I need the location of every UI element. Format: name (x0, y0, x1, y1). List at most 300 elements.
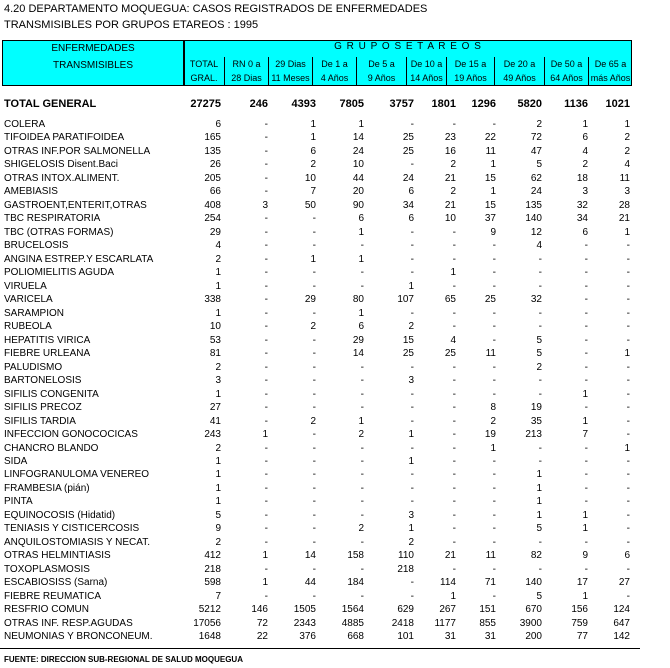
cell-value: 1 (450, 590, 456, 602)
cell-value: - (360, 361, 364, 373)
cell-value: 31 (444, 631, 456, 643)
cell-value: - (410, 577, 414, 589)
cell-value: 18 (576, 172, 588, 184)
cell-value: 4 (450, 334, 456, 346)
cell-value: 5 (536, 334, 542, 346)
column-header-line: 64 Años (550, 73, 583, 83)
cell-value: 1 (358, 226, 364, 238)
cell-value: 1021 (605, 98, 630, 110)
cell-value: 11 (485, 145, 496, 157)
cell-value: - (312, 240, 316, 252)
cell-value: - (626, 469, 630, 481)
cell-value: - (410, 361, 414, 373)
cell-value: 5820 (517, 98, 542, 110)
disease-name: OTRAS HELMINTIASIS (4, 550, 111, 562)
cell-value: 1 (358, 307, 364, 319)
cell-value: 1 (450, 267, 456, 279)
disease-name: RESFRIO COMUN (4, 604, 89, 616)
cell-value: - (410, 469, 414, 481)
cell-value: 2 (310, 415, 316, 427)
cell-value: - (312, 375, 316, 387)
cell-value: 246 (249, 98, 268, 110)
disease-name: NEUMONIAS Y BRONCONEUM. (4, 631, 153, 643)
disease-name: ANQUILOSTOMIASIS Y NECAT. (4, 536, 150, 548)
cell-value: - (584, 321, 588, 333)
column-header (588, 57, 632, 85)
cell-value: - (626, 523, 630, 535)
cell-value: 2 (215, 536, 221, 548)
cell-value: - (538, 321, 542, 333)
cell-value: - (264, 307, 268, 319)
cell-value: 2 (215, 253, 221, 265)
cell-value: 135 (204, 145, 221, 157)
cell-value: 140 (525, 577, 542, 589)
cell-value: 338 (204, 294, 221, 306)
cell-value: - (410, 119, 414, 130)
disease-name: INFECCION GONOCOCICAS (4, 429, 138, 441)
cell-value: 2 (408, 321, 414, 333)
cell-value: 254 (204, 213, 221, 225)
cell-value: - (452, 509, 456, 521)
disease-name: TBC RESPIRATORIA (4, 213, 101, 225)
cell-value: 1 (624, 119, 630, 130)
cell-value: - (492, 563, 496, 575)
cell-value: - (452, 469, 456, 481)
disease-name: SIFILIS CONGENITA (4, 388, 99, 400)
table-row (0, 280, 670, 293)
cell-value: - (452, 226, 456, 238)
cell-value: - (626, 307, 630, 319)
cell-value: - (492, 119, 496, 130)
table-title-line2: TRANSMISIBLES POR GRUPOS ETAREOS : 1995 (4, 19, 259, 31)
cell-value: - (538, 536, 542, 548)
cell-value: 66 (209, 186, 221, 198)
column-header (268, 57, 312, 85)
cell-value: - (410, 415, 414, 427)
cell-value: - (360, 563, 364, 575)
disease-name: SARAMPION (4, 307, 65, 319)
table-row (0, 509, 670, 522)
cell-value: - (410, 253, 414, 265)
cell-value: - (360, 375, 364, 387)
cell-value: - (264, 186, 268, 198)
table-row (0, 401, 670, 414)
cell-value: - (410, 226, 414, 238)
cell-value: 4 (215, 240, 221, 252)
cell-value: - (626, 253, 630, 265)
disease-column-header (2, 40, 184, 86)
cell-value: - (312, 509, 316, 521)
cell-value: 3900 (519, 617, 542, 629)
cell-value: - (584, 240, 588, 252)
cell-value: - (264, 523, 268, 535)
cell-value: - (360, 402, 364, 414)
total-row (0, 98, 670, 111)
cell-value: 1 (262, 577, 268, 589)
cell-value: 1 (262, 550, 268, 562)
cell-value: 2 (536, 119, 542, 130)
table-row (0, 118, 670, 131)
cell-value: - (538, 267, 542, 279)
cell-value: - (410, 496, 414, 508)
cell-value: 1801 (431, 98, 456, 110)
cell-value: - (538, 388, 542, 400)
cell-value: - (626, 482, 630, 494)
cell-value: 81 (209, 348, 221, 360)
table-row (0, 361, 670, 374)
cell-value: 7 (215, 590, 221, 602)
cell-value: 7 (582, 429, 588, 441)
disease-name: CHANCRO BLANDO (4, 442, 99, 454)
cell-value: - (264, 348, 268, 360)
cell-value: 6 (408, 213, 414, 225)
table-row (0, 522, 670, 535)
table-bottom-rule (0, 648, 640, 649)
cell-value: - (492, 523, 496, 535)
cell-value: 1 (358, 253, 364, 265)
table-row (0, 442, 670, 455)
column-header-line: GRAL. (190, 73, 218, 83)
cell-value: - (584, 267, 588, 279)
cell-value: - (360, 267, 364, 279)
cell-value: - (264, 482, 268, 494)
table-row (0, 468, 670, 481)
cell-value: - (538, 442, 542, 454)
column-header (312, 57, 356, 85)
column-header-line: De 50 a (550, 59, 583, 69)
disease-name: LINFOGRANULOMA VENEREO (4, 469, 150, 481)
cell-value: - (264, 496, 268, 508)
cell-value: 1 (215, 280, 221, 292)
cell-value: 759 (571, 617, 588, 629)
cell-value: - (492, 482, 496, 494)
cell-value: 140 (525, 213, 542, 225)
cell-value: 80 (352, 294, 364, 306)
cell-value: 10 (209, 321, 221, 333)
cell-value: 6 (358, 321, 364, 333)
cell-value: 1 (582, 523, 588, 535)
table-row (0, 145, 670, 158)
disease-name: FIEBRE URLEANA (4, 348, 91, 360)
cell-value: - (312, 482, 316, 494)
column-header (406, 57, 446, 85)
disease-name: RUBEOLA (4, 321, 52, 333)
cell-value: 3 (408, 509, 414, 521)
cell-value: 3 (262, 199, 268, 211)
cell-value: - (264, 590, 268, 602)
cell-value: - (410, 307, 414, 319)
cell-value: 29 (352, 334, 364, 346)
cell-value: 158 (347, 550, 364, 562)
cell-value: - (264, 172, 268, 184)
disease-name: OTRAS INF. RESP.AGUDAS (4, 617, 133, 629)
cell-value: - (312, 536, 316, 548)
cell-value: 213 (525, 429, 542, 441)
cell-value: 1 (215, 482, 221, 494)
cell-value: 41 (209, 415, 221, 427)
cell-value: - (626, 294, 630, 306)
cell-value: 1296 (471, 98, 496, 110)
column-header-line: De 65 a (594, 59, 627, 69)
cell-value: - (312, 280, 316, 292)
cell-value: - (452, 523, 456, 535)
cell-value: - (492, 253, 496, 265)
column-header (446, 57, 494, 85)
cell-value: 34 (402, 199, 414, 211)
cell-value: - (584, 280, 588, 292)
cell-value: - (264, 321, 268, 333)
disease-name: OTRAS INF.POR SALMONELLA (4, 145, 151, 157)
cell-value: - (626, 267, 630, 279)
cell-value: 4 (536, 240, 542, 252)
cell-value: 855 (479, 617, 496, 629)
cell-value: - (626, 509, 630, 521)
cell-value: - (452, 119, 456, 130)
cell-value: 2418 (391, 617, 414, 629)
cell-value: 25 (484, 294, 496, 306)
column-header-line: 19 Años (454, 73, 487, 83)
cell-value: 1 (310, 132, 316, 144)
cell-value: - (584, 375, 588, 387)
disease-name: SIFILIS TARDIA (4, 415, 76, 427)
cell-value: - (264, 267, 268, 279)
cell-value: - (584, 253, 588, 265)
cell-value: 3 (582, 186, 588, 198)
cell-value: 71 (484, 577, 496, 589)
cell-value: 26 (209, 159, 221, 171)
table-row (0, 266, 670, 279)
cell-value: 20 (352, 186, 364, 198)
cell-value: 1 (215, 456, 221, 467)
cell-value: 1 (215, 388, 221, 400)
cell-value: - (626, 563, 630, 575)
cell-value: 1 (408, 456, 414, 467)
cell-value: - (492, 321, 496, 333)
table-row (0, 347, 670, 360)
cell-value: 32 (576, 199, 588, 211)
cell-value: 34 (576, 213, 588, 225)
cell-value: - (492, 509, 496, 521)
cell-value: - (264, 159, 268, 171)
cell-value: - (264, 294, 268, 306)
cell-value: - (626, 456, 630, 467)
cell-value: - (492, 375, 496, 387)
cell-value: - (626, 334, 630, 346)
cell-value: - (264, 334, 268, 346)
cell-value: - (312, 402, 316, 414)
source-note: FUENTE: DIRECCION SUB-REGIONAL DE SALUD MOQUEGUA (4, 655, 243, 664)
cell-value: 10 (304, 172, 316, 184)
cell-value: 21 (444, 172, 456, 184)
cell-value: 629 (397, 604, 414, 616)
disease-name: VARICELA (4, 294, 53, 306)
cell-value: 11 (485, 348, 496, 360)
cell-value: - (264, 240, 268, 252)
cell-value: 2 (310, 321, 316, 333)
cell-value: 1177 (434, 617, 456, 629)
cell-value: - (410, 388, 414, 400)
cell-value: - (410, 240, 414, 252)
cell-value: 2 (358, 523, 364, 535)
cell-value: 7805 (339, 98, 364, 110)
column-header-line: más Años (590, 73, 631, 83)
table-row (0, 320, 670, 333)
disease-name: VIRUELA (4, 280, 47, 292)
cell-value: - (410, 267, 414, 279)
cell-value: 24 (402, 172, 414, 184)
cell-value: 11 (619, 172, 630, 184)
disease-name: BARTONELOSIS (4, 375, 82, 387)
cell-value: - (264, 145, 268, 157)
cell-value: 9 (490, 226, 496, 238)
column-header-line: RN 0 a (232, 59, 261, 69)
cell-value: - (410, 590, 414, 602)
cell-value: - (312, 469, 316, 481)
cell-value: 1 (310, 119, 316, 130)
cell-value: 142 (613, 631, 630, 643)
cell-value: 14 (352, 132, 364, 144)
cell-value: - (538, 253, 542, 265)
cell-value: - (312, 563, 316, 575)
disease-name: SIDA (4, 456, 28, 467)
cell-value: 1 (536, 469, 542, 481)
cell-value: 1 (215, 469, 221, 481)
cell-value: 25 (444, 348, 456, 360)
disease-name: TENIASIS Y CISTICERCOSIS (4, 523, 140, 535)
cell-value: 1 (582, 415, 588, 427)
age-groups-label: G R U P O S E T A R E O S (334, 41, 482, 52)
cell-value: - (584, 536, 588, 548)
cell-value: - (584, 307, 588, 319)
cell-value: - (626, 375, 630, 387)
cell-value: 670 (525, 604, 542, 616)
cell-value: 65 (444, 294, 456, 306)
cell-value: - (538, 563, 542, 575)
column-header-line: De 5 a (368, 59, 395, 69)
cell-value: 218 (397, 563, 414, 575)
cell-value: 4885 (341, 617, 364, 629)
cell-value: - (264, 402, 268, 414)
table-row (0, 374, 670, 387)
cell-value: - (584, 294, 588, 306)
cell-value: 6 (408, 186, 414, 198)
disease-name: OTRAS INTOX.ALIMENT. (4, 172, 120, 184)
cell-value: 25 (402, 145, 414, 157)
disease-name: SHIGELOSIS Disent.Baci (4, 159, 118, 171)
disease-name: PINTA (4, 496, 33, 508)
cell-value: 3757 (389, 98, 414, 110)
cell-value: - (492, 590, 496, 602)
cell-value: - (492, 469, 496, 481)
cell-value: - (626, 402, 630, 414)
cell-value: - (492, 334, 496, 346)
cell-value: 14 (304, 550, 316, 562)
cell-value: - (584, 482, 588, 494)
table-row (0, 334, 670, 347)
column-header-line: 11 Meses (271, 73, 310, 83)
cell-value: - (452, 375, 456, 387)
cell-value: 2 (450, 186, 456, 198)
cell-value: - (538, 456, 542, 467)
cell-value: - (360, 456, 364, 467)
table-row (0, 226, 670, 239)
cell-value: 24 (530, 186, 542, 198)
cell-value: 1 (490, 186, 496, 198)
cell-value: - (264, 388, 268, 400)
cell-value: - (264, 280, 268, 292)
cell-value: 124 (613, 604, 630, 616)
cell-value: 1 (310, 253, 316, 265)
disease-name: TIFOIDEA PARATIFOIDEA (4, 132, 125, 144)
cell-value: 1 (582, 590, 588, 602)
cell-value: - (584, 361, 588, 373)
cell-value: 647 (613, 617, 630, 629)
cell-value: 10 (352, 159, 364, 171)
cell-value: 1 (624, 442, 630, 454)
column-header (356, 57, 406, 85)
cell-value: 29 (304, 294, 316, 306)
cell-value: - (492, 240, 496, 252)
cell-value: 1 (624, 348, 630, 360)
cell-value: 10 (444, 213, 456, 225)
cell-value: - (492, 388, 496, 400)
table-row (0, 293, 670, 306)
cell-value: 1 (582, 509, 588, 521)
cell-value: - (360, 509, 364, 521)
cell-value: 77 (576, 631, 588, 643)
cell-value: - (492, 456, 496, 467)
table-row (0, 563, 670, 576)
cell-value: 21 (444, 550, 456, 562)
column-header (224, 57, 268, 85)
cell-value: - (452, 388, 456, 400)
cell-value: 165 (204, 132, 221, 144)
table-row (0, 576, 670, 589)
cell-value: - (452, 563, 456, 575)
cell-value: 21 (618, 213, 630, 225)
cell-value: - (312, 388, 316, 400)
cell-value: - (312, 496, 316, 508)
cell-value: - (626, 496, 630, 508)
cell-value: - (312, 267, 316, 279)
cell-value: 200 (525, 631, 542, 643)
cell-value: - (452, 307, 456, 319)
table-row (0, 536, 670, 549)
cell-value: 16 (444, 145, 456, 157)
cell-value: - (452, 456, 456, 467)
table-row (0, 185, 670, 198)
cell-value: 24 (352, 145, 364, 157)
disease-name: ANGINA ESTREP.Y ESCARLATA (4, 253, 154, 265)
cell-value: 5 (536, 348, 542, 360)
cell-value: - (452, 442, 456, 454)
cell-value: 1 (215, 496, 221, 508)
table-row (0, 482, 670, 495)
cell-value: 6 (310, 145, 316, 157)
cell-value: 6 (582, 132, 588, 144)
disease-name: FRAMBESIA (pián) (4, 482, 90, 494)
cell-value: - (626, 590, 630, 602)
cell-value: 146 (251, 604, 268, 616)
cell-value: 15 (402, 334, 414, 346)
cell-value: 90 (352, 199, 364, 211)
cell-value: 4 (624, 159, 630, 171)
cell-value: 1 (215, 267, 221, 279)
table-row (0, 549, 670, 562)
cell-value: - (264, 509, 268, 521)
cell-value: 44 (304, 577, 316, 589)
cell-value: - (584, 442, 588, 454)
